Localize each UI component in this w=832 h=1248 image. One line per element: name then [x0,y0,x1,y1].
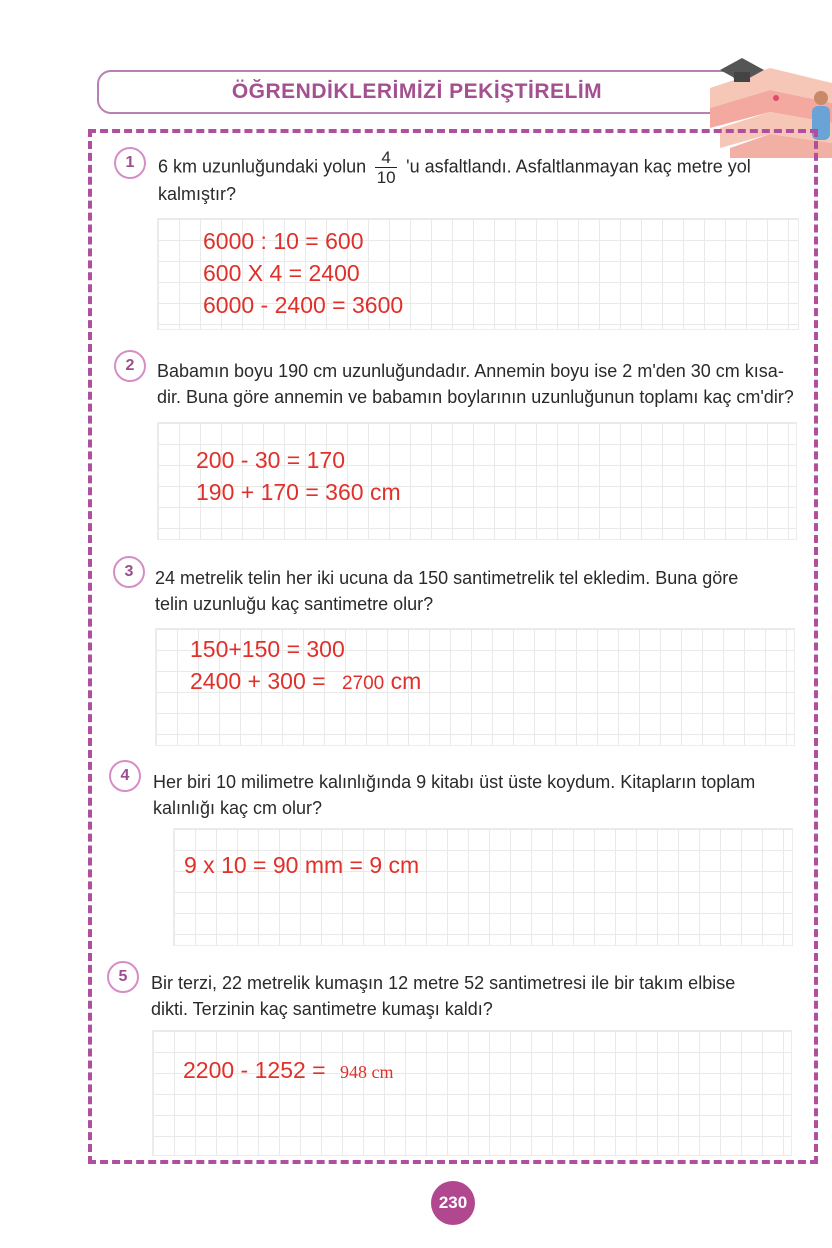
answer-3-line-2 [190,665,421,700]
question-1-text-b: 'u asfaltlandı. Asfaltlanmayan kaç metre yol [406,156,751,177]
question-number-1: 1 [114,147,146,179]
answer-4-line-1: 9 x 10 = 90 mm = 9 cm [184,852,420,878]
question-5-text [151,970,811,1022]
question-2-line-2: dir. Buna göre annemin ve babamın boylarının uzunluğunun toplamı kaç cm'dir? [157,387,794,407]
answer-2-line-2: 190 + 170 = 360 cm [196,479,401,505]
question-2-text [157,358,812,410]
question-1-text-a: 6 km uzunluğundaki yolun [158,156,367,177]
question-4-line-2: kalınlığı kaç cm olur? [153,798,323,818]
question-4-text [153,769,813,821]
question-4-line-1: Her biri 10 milimetre kalınlığında 9 kitabı üst üste koydum. Kitapların toplam [153,772,756,792]
question-1-text [158,148,813,207]
answer-2-line-1: 200 - 30 = 170 [196,447,345,473]
answer-1-line-1: 6000 : 10 = 600 [203,228,364,254]
answer-3-unit: cm [390,668,422,694]
question-1-text-c: kalmıştır? [158,184,237,204]
question-5-line-1: Bir terzi, 22 metrelik kumaşın 12 metre 52 santimetresi ile bir takım elbise [151,973,736,993]
question-3-line-2: telin uzunluğu kaç santimetre olur? [155,594,434,614]
answer-5-expression: 2200 - 1252 = [183,1057,326,1083]
question-5-line-2: dikti. Terzinin kaç santimetre kumaşı kaldı? [151,999,493,1019]
question-number-3: 3 [113,556,145,588]
fraction-denominator: 10 [376,168,396,187]
answer-3-expression: 2400 + 300 = [190,668,326,694]
page-number: 230 [431,1181,475,1225]
question-2-line-1: Babamın boyu 190 cm uzunluğundadır. Annemin boyu ise 2 m'den 30 cm kısa- [157,361,784,381]
answer-3-line-1: 150+150 = 300 [190,636,345,662]
section-title-box [97,70,737,114]
question-3-line-1: 24 metrelik telin her iki ucuna da 150 santimetrelik tel ekledim. Buna göre [155,568,739,588]
question-number-5: 5 [107,961,139,993]
answer-1-line-3: 6000 - 2400 = 3600 [203,292,404,318]
answer-3-fill: 2700 [341,673,385,694]
answer-5-line-1 [183,1054,393,1088]
answer-grid-4 [173,828,793,946]
question-number-4: 4 [109,760,141,792]
answer-grid-5 [152,1030,792,1156]
fraction-numerator: 4 [381,148,391,167]
question-number-2: 2 [114,350,146,382]
answer-5-fill: 948 cm [339,1062,394,1082]
question-3-text [155,565,815,617]
answer-1-line-2: 600 X 4 = 2400 [203,260,360,286]
fraction-4-10 [375,148,397,187]
section-title: ÖĞRENDİKLERİMİZİ PEKİŞTİRELİM [231,80,603,103]
